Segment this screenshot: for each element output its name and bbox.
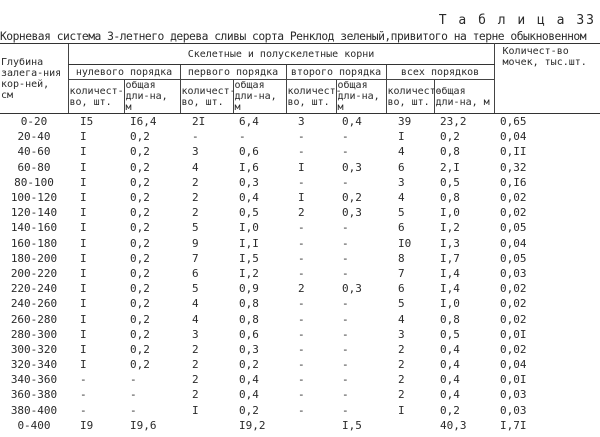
- value-cell: 2: [298, 282, 305, 296]
- order-0-length-header: общая дли-на, м: [124, 80, 180, 114]
- value-cell: 0,2: [130, 130, 150, 144]
- depth-cell: 140-160: [10, 221, 58, 235]
- value-cell: 9: [192, 236, 199, 250]
- value-cell: 0,II: [500, 145, 527, 159]
- table-row: [0, 144, 600, 159]
- value-cell: I,2: [239, 266, 259, 280]
- value-cell: -: [342, 221, 349, 235]
- value-cell: I: [80, 327, 87, 341]
- value-cell: -: [298, 403, 305, 417]
- depth-cell: 360-380: [10, 388, 58, 402]
- value-cell: 0,2: [440, 130, 460, 144]
- value-cell: I,0: [440, 206, 460, 220]
- value-cell: 0,4: [440, 373, 460, 387]
- value-cell: -: [298, 236, 305, 250]
- value-cell: 0,32: [500, 160, 527, 174]
- value-cell: -: [130, 403, 137, 417]
- lobes-header: Количест-во мочек, тыс.шт.: [494, 44, 600, 114]
- table-row: [0, 129, 600, 144]
- table-row: [0, 342, 600, 357]
- value-cell: 2I: [192, 115, 206, 129]
- table-row: [0, 281, 600, 296]
- value-cell: 5: [398, 297, 405, 311]
- value-cell: 4: [192, 160, 199, 174]
- depth-cell: 240-260: [10, 297, 58, 311]
- value-cell: -: [342, 312, 349, 326]
- depth-cell: 160-180: [10, 236, 58, 250]
- depth-cell: 80-100: [14, 175, 54, 189]
- value-cell: -: [80, 373, 87, 387]
- value-cell: 0,3: [342, 282, 362, 296]
- value-cell: I: [80, 160, 87, 174]
- value-cell: [286, 418, 336, 433]
- value-cell: I,I: [239, 236, 259, 250]
- value-cell: 0,2: [130, 251, 150, 265]
- value-cell: 0,3: [342, 206, 362, 220]
- table-caption: Т а б л и ц а 33: [438, 13, 596, 28]
- value-cell: -: [298, 221, 305, 235]
- value-cell: -: [342, 373, 349, 387]
- value-cell: -: [298, 388, 305, 402]
- value-cell: 0,03: [500, 403, 527, 417]
- value-cell: I: [80, 342, 87, 356]
- value-cell: 0,04: [500, 130, 527, 144]
- table-row: [0, 327, 600, 342]
- value-cell: 3: [192, 327, 199, 341]
- value-cell: 0,04: [500, 236, 527, 250]
- value-cell: 0,04: [500, 358, 527, 372]
- value-cell: 5: [192, 282, 199, 296]
- value-cell: I: [80, 175, 87, 189]
- value-cell: 23,2: [440, 115, 467, 129]
- value-cell: 0,2: [130, 342, 150, 356]
- depth-cell: 340-360: [10, 373, 58, 387]
- value-cell: I,5: [239, 251, 259, 265]
- value-cell: -: [342, 175, 349, 189]
- value-cell: 2: [398, 373, 405, 387]
- value-cell: 0,2: [130, 266, 150, 280]
- value-cell: 0,3: [342, 160, 362, 174]
- depth-cell: 120-140: [10, 206, 58, 220]
- value-cell: 40,3: [440, 418, 467, 432]
- depth-cell: 40-60: [17, 145, 51, 159]
- value-cell: [386, 418, 434, 433]
- value-cell: 0,0I: [500, 327, 527, 341]
- value-cell: [180, 418, 233, 433]
- value-cell: I: [398, 130, 405, 144]
- value-cell: 2: [192, 342, 199, 356]
- depth-cell: 320-340: [10, 358, 58, 372]
- value-cell: 0,2: [130, 160, 150, 174]
- value-cell: 0,5: [239, 206, 259, 220]
- value-cell: I: [298, 191, 305, 205]
- value-cell: I,6: [239, 160, 259, 174]
- value-cell: I5: [80, 115, 94, 129]
- value-cell: -: [342, 388, 349, 402]
- order-2-length-header: общая дли-на, м: [336, 80, 386, 114]
- order-2-count-header: количест-во, шт.: [286, 80, 336, 114]
- value-cell: I,7: [440, 251, 460, 265]
- value-cell: 0,02: [500, 312, 527, 326]
- value-cell: 0,4: [440, 342, 460, 356]
- value-cell: 3: [398, 175, 405, 189]
- value-cell: 8: [398, 251, 405, 265]
- order-0-count-header: количест-во, шт.: [68, 80, 124, 114]
- value-cell: -: [342, 145, 349, 159]
- depth-cell: 0-400: [17, 418, 51, 432]
- order-1-count-header: количест-во, шт.: [180, 80, 233, 114]
- value-cell: 4: [192, 297, 199, 311]
- order-all-header: всех порядков: [386, 65, 494, 80]
- value-cell: -: [80, 388, 87, 402]
- value-cell: 0,4: [239, 191, 259, 205]
- value-cell: -: [342, 251, 349, 265]
- value-cell: -: [342, 130, 349, 144]
- value-cell: 2,I: [440, 160, 460, 174]
- depth-cell: 0-20: [20, 115, 48, 129]
- value-cell: -: [130, 373, 137, 387]
- value-cell: 0,2: [130, 175, 150, 189]
- table-row: [0, 387, 600, 402]
- value-cell: 0,4: [440, 358, 460, 372]
- table-title: Корневая система 3-летнего дерева сливы сорта Ренклод зеленый,привитого на терне обыкновенном: [0, 30, 587, 43]
- value-cell: 0,8: [440, 312, 460, 326]
- value-cell: 6: [192, 266, 199, 280]
- value-cell: -: [298, 145, 305, 159]
- value-cell: 0,2: [130, 297, 150, 311]
- depth-cell: 260-280: [10, 312, 58, 326]
- value-cell: 0,03: [500, 266, 527, 280]
- value-cell: 0,2: [239, 358, 259, 372]
- value-cell: 4: [398, 191, 405, 205]
- value-cell: I,7I: [500, 418, 527, 432]
- order-1-length-header: общая дли-на, м: [233, 80, 286, 114]
- value-cell: 0,8: [440, 145, 460, 159]
- value-cell: 7: [398, 266, 405, 280]
- value-cell: I9: [80, 418, 94, 432]
- value-cell: 2: [192, 373, 199, 387]
- value-cell: I9,6: [130, 418, 157, 432]
- value-cell: I: [80, 130, 87, 144]
- value-cell: -: [130, 388, 137, 402]
- value-cell: 0,6: [239, 145, 259, 159]
- value-cell: I9,2: [239, 418, 266, 432]
- value-cell: 0,2: [342, 191, 362, 205]
- value-cell: 0,2: [130, 358, 150, 372]
- depth-cell: 280-300: [10, 327, 58, 341]
- value-cell: 0,2: [130, 236, 150, 250]
- value-cell: -: [298, 251, 305, 265]
- value-cell: I: [192, 403, 199, 417]
- depth-cell: 300-320: [10, 342, 58, 356]
- value-cell: I0: [398, 236, 412, 250]
- table-row: [0, 357, 600, 372]
- value-cell: 3: [192, 145, 199, 159]
- value-cell: 0,05: [500, 221, 527, 235]
- value-cell: -: [298, 266, 305, 280]
- value-cell: 0,9: [239, 282, 259, 296]
- value-cell: 2: [192, 191, 199, 205]
- value-cell: 3: [298, 115, 305, 129]
- value-cell: I,2: [440, 221, 460, 235]
- value-cell: I: [80, 236, 87, 250]
- value-cell: -: [298, 175, 305, 189]
- table-row: [0, 160, 600, 175]
- depth-cell: 380-400: [10, 403, 58, 417]
- value-cell: -: [298, 297, 305, 311]
- depth-cell: 60-80: [17, 160, 51, 174]
- value-cell: -: [239, 130, 246, 144]
- value-cell: -: [342, 358, 349, 372]
- order-0-header: нулевого порядка: [68, 65, 180, 80]
- value-cell: -: [342, 236, 349, 250]
- value-cell: 0,02: [500, 282, 527, 296]
- value-cell: I6,4: [130, 115, 157, 129]
- value-cell: 0,2: [440, 403, 460, 417]
- table-row: [0, 205, 600, 220]
- value-cell: -: [342, 342, 349, 356]
- value-cell: 0,4: [440, 388, 460, 402]
- value-cell: 0,0I: [500, 373, 527, 387]
- value-cell: 0,02: [500, 297, 527, 311]
- value-cell: 3: [398, 327, 405, 341]
- value-cell: 4: [192, 312, 199, 326]
- value-cell: 0,2: [239, 403, 259, 417]
- value-cell: I: [80, 145, 87, 159]
- value-cell: I,4: [440, 282, 460, 296]
- order-1-header: первого порядка: [180, 65, 286, 80]
- value-cell: 0,03: [500, 388, 527, 402]
- value-cell: 6: [398, 282, 405, 296]
- depth-header: Глубина залега-ния кор-ней, см: [0, 44, 68, 114]
- value-cell: -: [342, 297, 349, 311]
- value-cell: 39: [398, 115, 412, 129]
- roots-table: [0, 43, 600, 433]
- value-cell: -: [298, 358, 305, 372]
- value-cell: 0,3: [239, 342, 259, 356]
- table-row: [0, 175, 600, 190]
- value-cell: -: [298, 130, 305, 144]
- value-cell: -: [298, 327, 305, 341]
- value-cell: 0,5: [440, 175, 460, 189]
- value-cell: 0,4: [342, 115, 362, 129]
- table-row: [0, 114, 600, 130]
- value-cell: 0,8: [239, 312, 259, 326]
- table-row: [0, 403, 600, 418]
- value-cell: -: [192, 130, 199, 144]
- value-cell: I,0: [440, 297, 460, 311]
- value-cell: 4: [398, 312, 405, 326]
- table-row: [0, 372, 600, 387]
- value-cell: 2: [298, 206, 305, 220]
- value-cell: 0,02: [500, 191, 527, 205]
- value-cell: I: [80, 312, 87, 326]
- value-cell: I: [80, 221, 87, 235]
- value-cell: -: [80, 403, 87, 417]
- value-cell: 0,65: [500, 115, 527, 129]
- order-all-length-header: общая дли-на, м: [434, 80, 494, 114]
- value-cell: 6,4: [239, 115, 259, 129]
- value-cell: I,3: [440, 236, 460, 250]
- value-cell: I: [80, 251, 87, 265]
- value-cell: 0,2: [130, 327, 150, 341]
- value-cell: 6: [398, 221, 405, 235]
- value-cell: -: [298, 312, 305, 326]
- table-row: [0, 251, 600, 266]
- value-cell: 4: [398, 145, 405, 159]
- value-cell: 0,02: [500, 206, 527, 220]
- value-cell: -: [298, 342, 305, 356]
- value-cell: I: [398, 403, 405, 417]
- value-cell: I: [80, 297, 87, 311]
- depth-cell: 20-40: [17, 130, 51, 144]
- table-row: [0, 266, 600, 281]
- value-cell: 7: [192, 251, 199, 265]
- value-cell: 0,5: [440, 327, 460, 341]
- value-cell: I,4: [440, 266, 460, 280]
- value-cell: 0,4: [239, 373, 259, 387]
- value-cell: 0,6: [239, 327, 259, 341]
- depth-cell: 100-120: [10, 191, 58, 205]
- value-cell: 2: [398, 358, 405, 372]
- value-cell: 0,2: [130, 312, 150, 326]
- value-cell: 0,2: [130, 145, 150, 159]
- value-cell: -: [342, 266, 349, 280]
- value-cell: 5: [192, 221, 199, 235]
- depth-cell: 180-200: [10, 251, 58, 265]
- value-cell: 5: [398, 206, 405, 220]
- value-cell: 0,4: [239, 388, 259, 402]
- value-cell: I,0: [239, 221, 259, 235]
- group-header: Скелетные и полускелетные корни: [68, 44, 494, 65]
- value-cell: 2: [192, 388, 199, 402]
- depth-cell: 200-220: [10, 266, 58, 280]
- value-cell: 0,2: [130, 282, 150, 296]
- table-row: [0, 418, 600, 433]
- value-cell: 0,I6: [500, 175, 527, 189]
- value-cell: 2: [192, 175, 199, 189]
- value-cell: I: [80, 358, 87, 372]
- table-row: [0, 296, 600, 311]
- value-cell: 2: [398, 388, 405, 402]
- value-cell: 0,8: [239, 297, 259, 311]
- order-all-count-header: количест-во, шт.: [386, 80, 434, 114]
- order-2-header: второго порядка: [286, 65, 386, 80]
- value-cell: 2: [192, 358, 199, 372]
- value-cell: 0,3: [239, 175, 259, 189]
- value-cell: 6: [398, 160, 405, 174]
- value-cell: 2: [398, 342, 405, 356]
- value-cell: -: [342, 403, 349, 417]
- value-cell: 2: [192, 206, 199, 220]
- table-row: [0, 311, 600, 326]
- value-cell: I,5: [342, 418, 362, 432]
- table-row: [0, 236, 600, 251]
- table-row: [0, 190, 600, 205]
- table-row: [0, 220, 600, 235]
- value-cell: I: [80, 206, 87, 220]
- value-cell: 0,2: [130, 206, 150, 220]
- value-cell: -: [298, 373, 305, 387]
- depth-cell: 220-240: [10, 282, 58, 296]
- value-cell: I: [298, 160, 305, 174]
- value-cell: I: [80, 191, 87, 205]
- value-cell: I: [80, 282, 87, 296]
- value-cell: -: [342, 327, 349, 341]
- value-cell: 0,8: [440, 191, 460, 205]
- value-cell: 0,2: [130, 221, 150, 235]
- value-cell: 0,2: [130, 191, 150, 205]
- value-cell: 0,05: [500, 251, 527, 265]
- value-cell: I: [80, 266, 87, 280]
- value-cell: 0,02: [500, 342, 527, 356]
